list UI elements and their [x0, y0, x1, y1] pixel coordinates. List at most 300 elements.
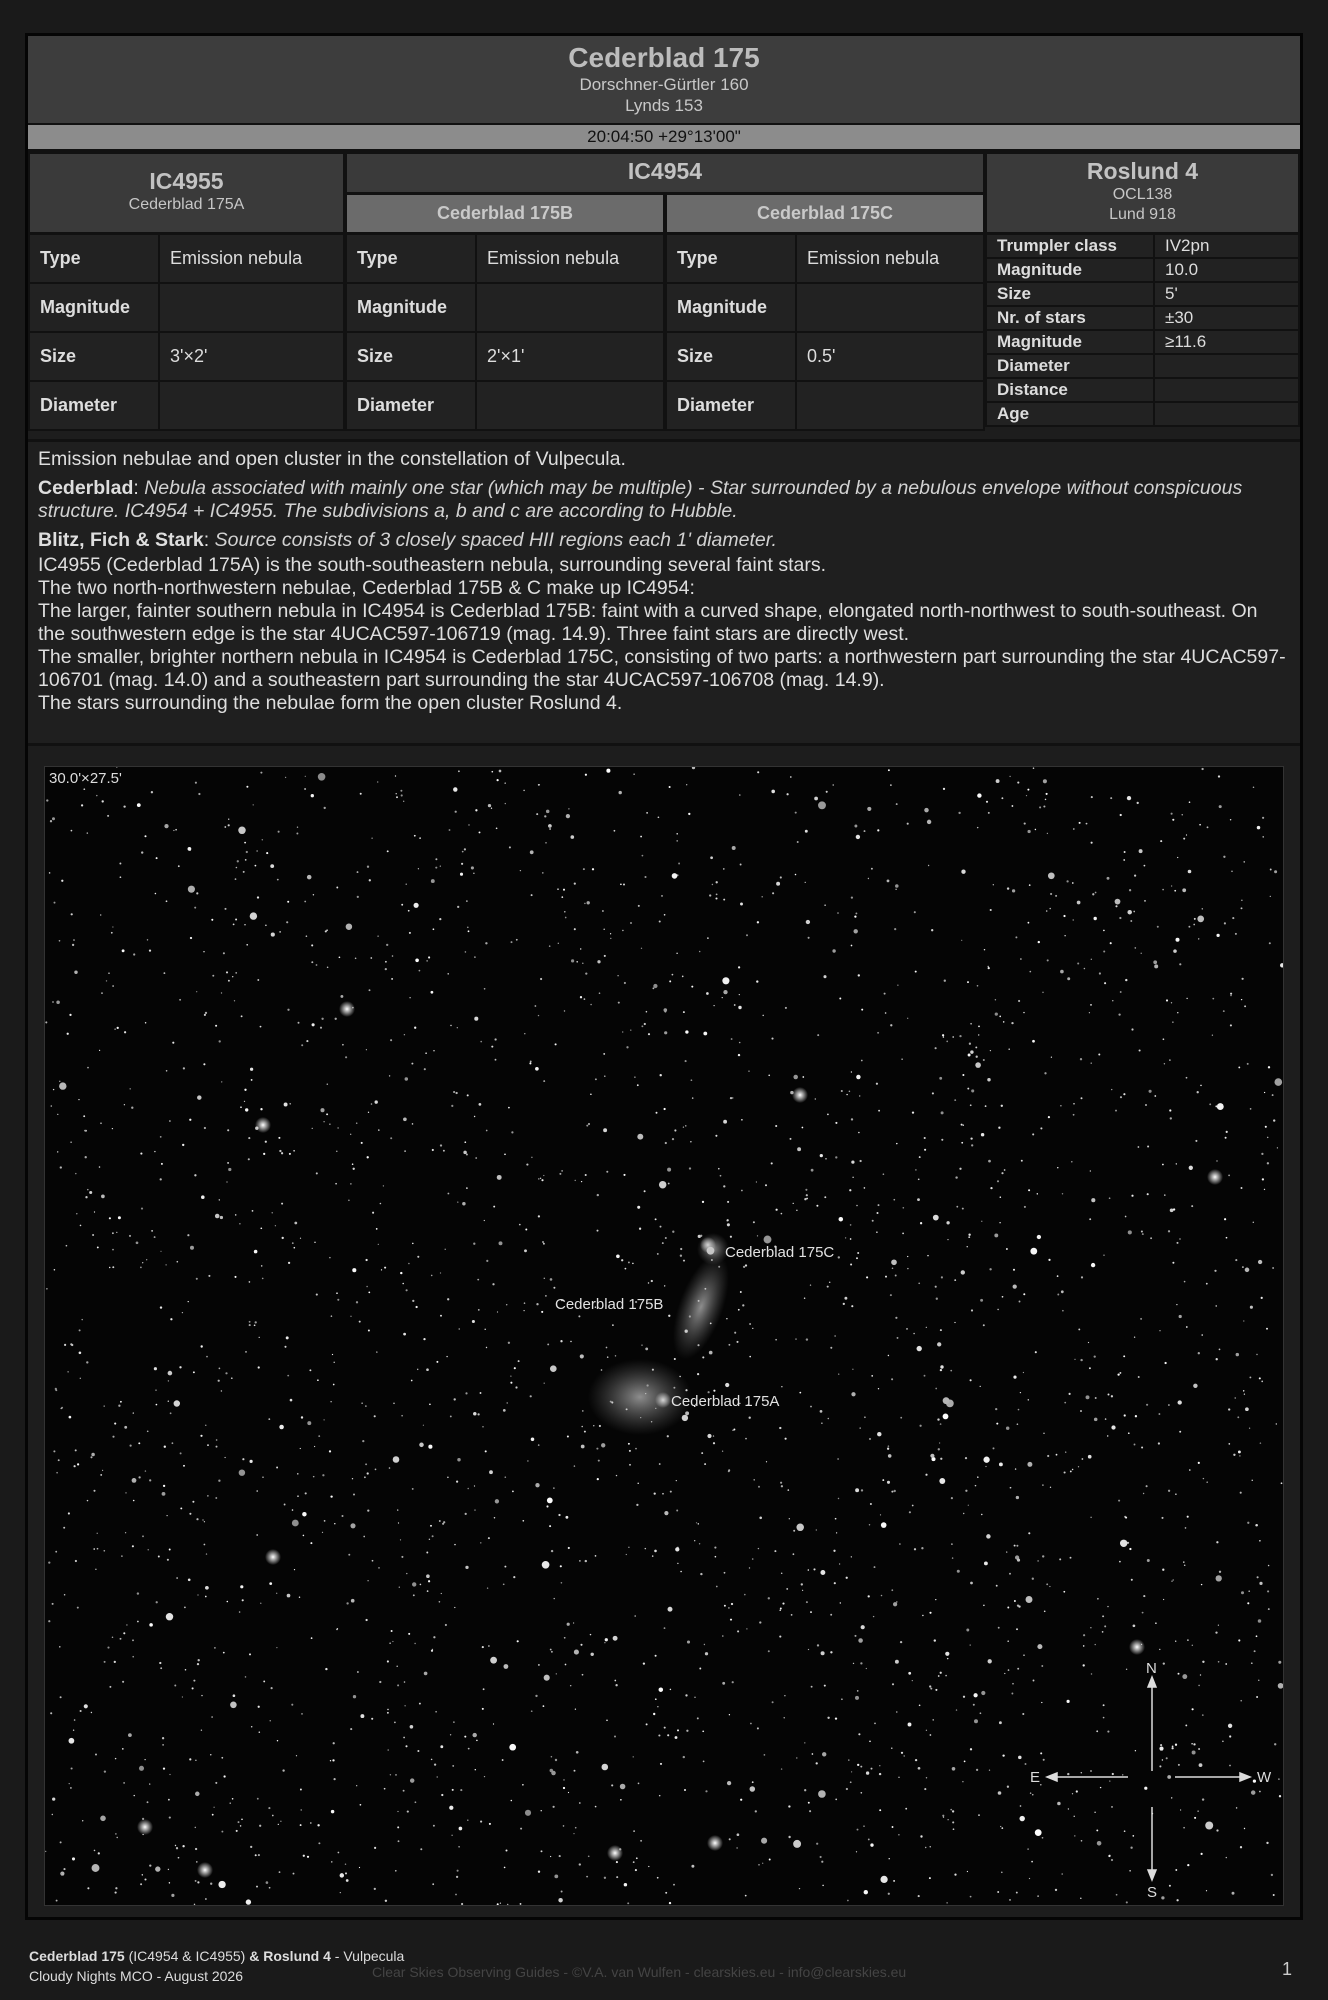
star — [1159, 1330, 1160, 1331]
star — [750, 1786, 756, 1792]
star — [55, 1389, 57, 1391]
star — [72, 1857, 75, 1860]
star — [961, 870, 965, 874]
star — [306, 1040, 308, 1042]
star — [1153, 960, 1157, 964]
star — [906, 1328, 908, 1330]
star — [700, 1573, 702, 1575]
star — [712, 884, 713, 885]
star — [628, 1443, 630, 1445]
star — [582, 1410, 584, 1412]
star — [822, 1752, 826, 1756]
star — [732, 1681, 734, 1683]
star — [672, 1231, 674, 1233]
star — [930, 1846, 931, 1847]
star — [1003, 1021, 1005, 1023]
star — [235, 878, 237, 880]
roslund4-key: Nr. of stars — [986, 306, 1154, 330]
star — [988, 812, 990, 814]
star — [389, 1643, 390, 1644]
star — [386, 944, 388, 946]
star — [215, 1497, 217, 1499]
star — [531, 1710, 533, 1712]
star — [529, 1062, 531, 1064]
star — [375, 1469, 377, 1471]
star — [737, 1833, 740, 1836]
star — [156, 857, 158, 859]
star — [101, 992, 103, 994]
star — [1170, 1208, 1174, 1212]
description-p1: IC4955 (Cederblad 175A) is the south-southeastern nebula, surrounding several faint stars. — [38, 554, 827, 576]
star — [722, 1682, 725, 1685]
star — [410, 1778, 414, 1782]
star — [621, 1259, 623, 1261]
star — [495, 1499, 499, 1503]
star — [1177, 857, 1178, 858]
star — [429, 1539, 430, 1540]
star — [400, 1272, 402, 1274]
star — [221, 1831, 223, 1833]
star — [1216, 934, 1219, 937]
star — [869, 1524, 870, 1525]
star — [570, 1341, 571, 1342]
star — [1115, 1110, 1117, 1112]
star — [810, 1284, 811, 1285]
star — [458, 1846, 460, 1848]
star — [946, 1041, 948, 1043]
star — [924, 1149, 926, 1151]
star — [313, 894, 314, 895]
star — [288, 1262, 290, 1264]
star — [857, 1829, 859, 1831]
star — [868, 1595, 870, 1597]
star — [853, 929, 857, 933]
star — [568, 808, 569, 809]
star — [1193, 924, 1195, 926]
star — [580, 1644, 582, 1646]
star — [543, 1243, 545, 1245]
footer-title-bold: Cederblad 175 — [29, 1948, 125, 1964]
star — [659, 1181, 666, 1188]
star — [487, 1587, 488, 1588]
star — [818, 801, 826, 809]
star — [603, 1128, 607, 1132]
star — [219, 1368, 221, 1370]
star — [999, 1462, 1003, 1466]
star — [440, 1272, 441, 1273]
star — [632, 1263, 634, 1265]
star — [255, 865, 257, 867]
star — [380, 1203, 382, 1205]
star — [1241, 999, 1242, 1000]
star — [1110, 797, 1112, 799]
star — [927, 820, 931, 824]
star — [914, 911, 916, 913]
star — [736, 1847, 737, 1848]
star — [244, 1089, 246, 1091]
star — [599, 992, 601, 994]
star — [348, 1554, 350, 1556]
star — [472, 1320, 475, 1323]
star — [804, 1198, 806, 1200]
star — [270, 864, 274, 868]
roslund4-value: IV2pn — [1154, 234, 1299, 258]
star — [96, 795, 97, 796]
star — [1172, 1021, 1173, 1022]
star — [456, 1481, 458, 1483]
star — [262, 1278, 264, 1280]
star — [973, 1693, 977, 1697]
star — [1160, 840, 1162, 842]
star — [969, 1043, 971, 1045]
star — [820, 1570, 825, 1575]
star — [541, 1850, 543, 1852]
star — [305, 776, 306, 777]
star — [989, 1770, 990, 1771]
star — [1218, 1661, 1220, 1663]
star — [120, 1401, 122, 1403]
star — [1216, 1358, 1218, 1360]
star — [835, 1799, 837, 1801]
star — [797, 1147, 801, 1151]
star — [1164, 1063, 1165, 1064]
star — [550, 1856, 551, 1857]
star — [888, 1893, 890, 1895]
star — [924, 1788, 926, 1790]
star — [1254, 1650, 1256, 1652]
star — [404, 1150, 406, 1152]
star — [403, 1333, 406, 1336]
star — [256, 850, 257, 851]
star — [282, 1769, 284, 1771]
star — [91, 1453, 95, 1457]
star — [752, 1781, 754, 1783]
star — [538, 1015, 539, 1016]
star — [701, 1452, 703, 1454]
star — [551, 1550, 553, 1552]
star — [419, 970, 421, 972]
star — [1088, 1455, 1092, 1459]
star — [329, 1257, 331, 1259]
star — [961, 1124, 963, 1126]
star — [943, 1817, 944, 1818]
star — [118, 1216, 121, 1219]
star — [194, 907, 196, 909]
star — [1070, 1557, 1072, 1559]
star — [176, 1847, 178, 1849]
star — [489, 1823, 491, 1825]
star — [235, 1214, 237, 1216]
ic4955-key: Magnitude — [29, 283, 159, 332]
star — [87, 1189, 89, 1191]
star — [385, 1900, 387, 1902]
star — [366, 1049, 367, 1050]
star — [981, 1514, 982, 1515]
star — [921, 1547, 923, 1549]
star — [67, 1033, 69, 1035]
star — [617, 975, 618, 976]
star — [1241, 1591, 1244, 1594]
star — [1011, 1022, 1013, 1024]
star — [549, 945, 551, 947]
star — [993, 1447, 995, 1449]
star — [366, 1286, 368, 1288]
star — [218, 1380, 220, 1382]
star — [524, 1249, 527, 1252]
star — [1097, 1841, 1102, 1846]
star — [149, 1783, 150, 1784]
star — [996, 779, 1000, 783]
star — [318, 1842, 320, 1844]
star — [1259, 1791, 1261, 1793]
star — [553, 1806, 555, 1808]
star — [233, 1694, 236, 1697]
star — [660, 1074, 662, 1076]
star — [80, 1225, 82, 1227]
star — [1232, 1892, 1235, 1895]
star — [753, 1221, 755, 1223]
star — [95, 1754, 97, 1756]
star — [1248, 1590, 1250, 1592]
star — [357, 896, 359, 898]
star — [860, 1662, 862, 1664]
star — [1112, 1000, 1113, 1001]
star — [1088, 1342, 1089, 1343]
star — [523, 790, 525, 792]
star — [986, 801, 988, 803]
star — [432, 1149, 434, 1151]
star — [119, 863, 121, 865]
star — [663, 1008, 667, 1012]
footer-title-bold-2: & Roslund 4 — [249, 1948, 331, 1964]
star — [92, 1864, 100, 1872]
star — [345, 1863, 346, 1864]
roslund4-value — [1154, 402, 1299, 426]
star — [629, 1450, 631, 1452]
star — [1083, 1634, 1085, 1636]
star — [60, 1166, 62, 1168]
star — [544, 1383, 545, 1384]
star — [1147, 1145, 1149, 1147]
star — [940, 1329, 942, 1331]
star — [948, 1819, 949, 1820]
star — [582, 1674, 584, 1676]
star — [289, 1103, 291, 1105]
star — [465, 1566, 468, 1569]
star — [662, 1493, 664, 1495]
star — [546, 1505, 548, 1507]
star — [218, 1881, 225, 1888]
star — [352, 1268, 356, 1272]
star — [336, 887, 338, 889]
star — [188, 1301, 189, 1302]
ced175b-header: Cederblad 175B — [345, 193, 665, 234]
star — [276, 1647, 277, 1648]
star — [1107, 1606, 1108, 1607]
star — [81, 804, 83, 806]
star — [173, 830, 174, 831]
star — [1094, 1355, 1096, 1357]
star — [814, 797, 818, 801]
star — [1125, 1216, 1127, 1218]
star — [149, 1864, 151, 1866]
star — [1047, 833, 1048, 834]
star — [379, 1681, 381, 1683]
star — [816, 1529, 817, 1530]
star — [581, 1445, 585, 1449]
star — [307, 1421, 311, 1425]
star — [1171, 1747, 1173, 1749]
star — [72, 944, 74, 946]
star — [856, 1075, 860, 1079]
star — [1186, 1326, 1188, 1328]
footer — [29, 1946, 404, 1986]
star — [772, 1701, 774, 1703]
ced175b-value: 2'×1' — [476, 332, 664, 381]
star — [159, 1662, 161, 1664]
star — [506, 1402, 507, 1403]
star — [917, 1198, 920, 1201]
star — [114, 1661, 116, 1663]
star — [961, 940, 962, 941]
star — [889, 1858, 890, 1859]
star — [573, 1833, 574, 1834]
star — [559, 1173, 561, 1175]
star — [451, 1835, 452, 1836]
star — [242, 1599, 244, 1601]
roslund4-key: Diameter — [986, 354, 1154, 378]
bfs-text: Source consists of 3 closely spaced HII regions each 1' diameter. — [214, 529, 777, 551]
star — [287, 1375, 289, 1377]
star — [725, 1383, 729, 1387]
star — [385, 968, 387, 970]
star — [1050, 893, 1052, 895]
star — [102, 800, 104, 802]
star — [480, 1041, 482, 1043]
star — [188, 1578, 191, 1581]
star — [726, 1318, 727, 1319]
star — [877, 1432, 881, 1436]
star — [1249, 1376, 1251, 1378]
star — [724, 1605, 726, 1607]
star — [106, 980, 107, 981]
star — [733, 1429, 735, 1431]
star — [940, 1458, 942, 1460]
star — [846, 1577, 848, 1579]
star — [291, 1704, 293, 1706]
star — [451, 1105, 453, 1107]
description-intro: Emission nebulae and open cluster in the constellation of Vulpecula. — [38, 448, 626, 470]
star — [496, 827, 498, 829]
star — [1044, 1072, 1046, 1074]
star — [389, 1467, 391, 1469]
star — [538, 1664, 540, 1666]
star — [227, 1601, 229, 1603]
star — [1041, 1702, 1042, 1703]
star — [394, 1722, 396, 1724]
star — [331, 1810, 334, 1813]
star — [1090, 1627, 1091, 1628]
star — [610, 933, 611, 934]
star — [643, 1662, 645, 1664]
star — [346, 923, 352, 929]
star — [212, 975, 214, 977]
star — [541, 1311, 543, 1313]
star — [1162, 889, 1164, 891]
star — [988, 1659, 992, 1663]
star — [830, 1651, 832, 1653]
star — [887, 879, 890, 882]
star — [364, 1476, 366, 1478]
star — [1007, 1786, 1009, 1788]
star — [1127, 910, 1131, 914]
star — [148, 1549, 149, 1550]
star — [545, 1295, 547, 1297]
star — [201, 1345, 203, 1347]
star — [484, 1329, 485, 1330]
star — [525, 1229, 527, 1231]
cederblad-note: Cederblad: Nebula associated with mainly one star (which may be multiple) - Star surrounded by a nebulous envelope without conspicuous structure. IC4954 + IC4955. The subdivisions a, b and c are according to Hubble. — [38, 477, 1243, 522]
star — [55, 1551, 57, 1553]
star — [722, 1635, 724, 1637]
star — [1077, 962, 1079, 964]
star — [1055, 895, 1057, 897]
star — [257, 896, 259, 898]
star — [1238, 1066, 1240, 1068]
star — [1266, 1842, 1268, 1844]
bright-star — [1129, 1639, 1145, 1655]
star — [993, 884, 994, 885]
star — [808, 1649, 809, 1650]
star — [775, 1339, 777, 1341]
star — [320, 1108, 324, 1112]
star — [1002, 1296, 1004, 1298]
star — [434, 1763, 436, 1765]
star — [1091, 1062, 1092, 1063]
star — [1000, 1196, 1002, 1198]
star — [210, 1754, 211, 1755]
star — [745, 1895, 747, 1897]
star — [544, 1675, 550, 1681]
star — [1107, 877, 1110, 880]
star — [816, 1843, 818, 1845]
star — [817, 1644, 819, 1646]
ic4955-alt: Cederblad 175A — [128, 196, 245, 213]
star — [215, 1214, 220, 1219]
star — [272, 1212, 273, 1213]
star — [835, 1717, 837, 1719]
star — [1192, 1708, 1194, 1710]
star — [239, 1223, 241, 1225]
star — [1072, 882, 1074, 884]
star — [893, 1602, 897, 1606]
ced175b-key: Magnitude — [346, 283, 476, 332]
star — [403, 1790, 405, 1792]
star — [1017, 782, 1019, 784]
star — [296, 833, 298, 835]
star — [346, 1879, 349, 1882]
star — [1089, 1012, 1090, 1013]
star — [285, 777, 286, 778]
star — [484, 1776, 485, 1777]
star — [329, 1450, 331, 1452]
star — [1160, 1744, 1162, 1746]
star — [77, 1607, 79, 1609]
star — [509, 846, 511, 848]
star — [462, 1202, 465, 1205]
star — [939, 1478, 945, 1484]
star — [753, 1479, 754, 1480]
